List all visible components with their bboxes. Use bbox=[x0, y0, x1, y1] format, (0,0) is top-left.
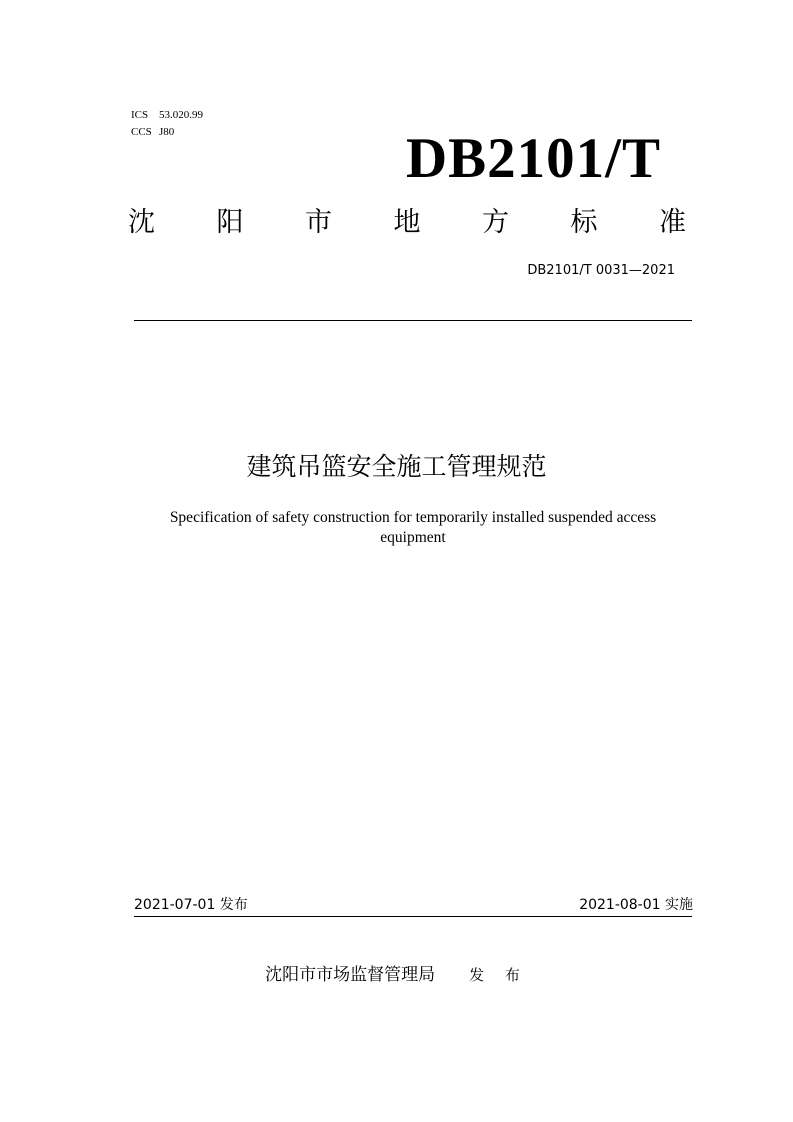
ccs-classification bbox=[131, 125, 174, 139]
issuer-name: 沈阳市市场监督管理局 bbox=[265, 965, 436, 985]
standard-type-char: 市 bbox=[305, 207, 332, 238]
standard-code: DB2101/T bbox=[405, 127, 661, 190]
standard-type-char: 地 bbox=[393, 207, 421, 238]
standard-type-char: 标 bbox=[570, 207, 598, 238]
implementation-date: 2021-08-01 实施 bbox=[579, 897, 693, 913]
standard-number: DB2101/T 0031—2021 bbox=[527, 263, 675, 278]
standard-type-char: 准 bbox=[659, 207, 686, 238]
issuer-line bbox=[0, 962, 793, 988]
ccs-label: CCS bbox=[131, 126, 152, 138]
ics-classification bbox=[131, 108, 203, 122]
standard-type-char: 阳 bbox=[216, 207, 244, 238]
issue-date: 2021-07-01 发布 bbox=[134, 897, 248, 913]
document-title-english: Specification of safety construction for temporarily installed suspended access equipment bbox=[169, 509, 657, 546]
top-divider bbox=[134, 320, 692, 321]
ics-value: 53.020.99 bbox=[159, 109, 203, 121]
ccs-value: J80 bbox=[159, 126, 175, 138]
standard-type bbox=[128, 205, 686, 241]
bottom-divider bbox=[134, 916, 692, 917]
publish-label: 发 布 bbox=[469, 966, 528, 984]
ics-label: ICS bbox=[131, 109, 149, 121]
document-title-chinese: 建筑吊篮安全施工管理规范 bbox=[246, 452, 547, 481]
standard-type-char: 方 bbox=[482, 207, 509, 238]
standard-type-char: 沈 bbox=[128, 207, 155, 238]
